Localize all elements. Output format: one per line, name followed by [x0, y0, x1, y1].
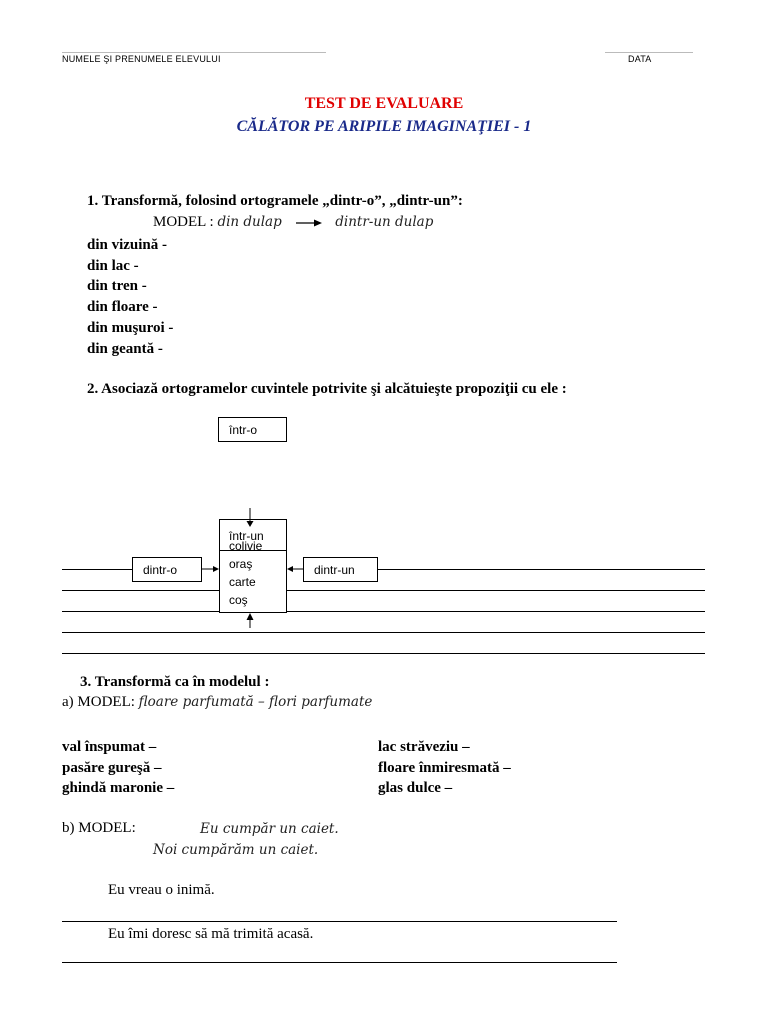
date-line [605, 52, 693, 53]
word-item: carte [229, 575, 256, 589]
test-title: TEST DE EVALUARE [304, 95, 464, 112]
ex1-item-list [87, 235, 173, 359]
box-dintr-un-label: dintr-un [314, 563, 355, 577]
ex1-prompt: 1. Transformă, folosind ortogramele „dintr-o”, „dintr-un”: [87, 193, 463, 209]
ex3-prompt: 3. Transformă ca în modelul : [80, 674, 270, 690]
ex1-item: din lac - [87, 257, 139, 274]
box-central-header: într-un [229, 529, 264, 543]
answer-line [62, 921, 617, 922]
ex2-prompt: 2. Asociază ortogramelor cuvintele potrivite şi alcătuieşte propoziţii cu ele : [87, 381, 567, 397]
ex1-item: din floare - [87, 299, 158, 316]
ex1-item: din tren - [87, 278, 147, 295]
writing-line [378, 569, 705, 570]
ex3b-model-1: Eu cumpăr un caiet. [200, 821, 339, 837]
ex3-right-item: floare înmiresmată – [378, 759, 511, 776]
ex3-right-item: glas dulce – [378, 780, 453, 796]
writing-line [62, 632, 705, 633]
answer-line [62, 962, 617, 963]
ex3a-label: a) MODEL: [62, 694, 139, 710]
ex3-left-item: val înspumat – [62, 739, 157, 755]
arrow-right-icon [292, 218, 326, 228]
ex3b-sentence: Eu îmi doresc să mă trimită acasă. [108, 926, 314, 942]
box-dintr-o [132, 557, 202, 582]
ex1-item: din geantă - [87, 340, 163, 357]
box-dintr-o-label: dintr-o [143, 563, 178, 577]
box-dintr-un [303, 557, 378, 582]
ex3a-model-text: floare parfumată – flori parfumate [138, 694, 373, 710]
student-name-label: NUMELE ŞI PRENUMELE ELEVULUI [62, 54, 221, 64]
writing-line [62, 590, 705, 591]
writing-line [62, 569, 132, 570]
ex3-left-item: ghindă maronie – [62, 780, 175, 796]
word-list [229, 537, 262, 609]
box-intr-o-label: într-o [229, 423, 258, 437]
test-subtitle: CĂLĂTOR PE ARIPILE IMAGINAŢIEI - 1 [236, 118, 532, 135]
ex1-item: din vizuină - [87, 237, 168, 253]
date-label: DATA [628, 54, 652, 64]
word-item: oraş [229, 557, 253, 571]
ex1-model [153, 214, 433, 231]
ex3b-label: b) MODEL: [62, 820, 136, 836]
ex3b-sentence: Eu vreau o inimă. [108, 882, 215, 898]
ex3-left-item: pasăre gureşă – [62, 759, 162, 776]
ex1-model-to: dintr-un dulap [335, 214, 434, 230]
ex3-right-list [378, 737, 511, 799]
ex1-item: din muşuroi - [87, 319, 174, 336]
ex1-model-from: din dulap [217, 214, 282, 230]
student-name-line [62, 52, 326, 53]
word-item: coş [229, 593, 248, 607]
ex3-right-item: lac străveziu – [378, 739, 470, 755]
ex3b-model-2: Noi cumpărăm un caiet. [153, 842, 319, 858]
ex3-left-list [62, 737, 174, 799]
word-item: colivie [229, 539, 263, 553]
ex1-model-label: MODEL : [153, 214, 218, 230]
box-intr-o [218, 417, 287, 442]
writing-line [62, 611, 705, 612]
box-central [219, 519, 287, 613]
ex3a-model [62, 694, 372, 711]
writing-line [62, 653, 705, 654]
